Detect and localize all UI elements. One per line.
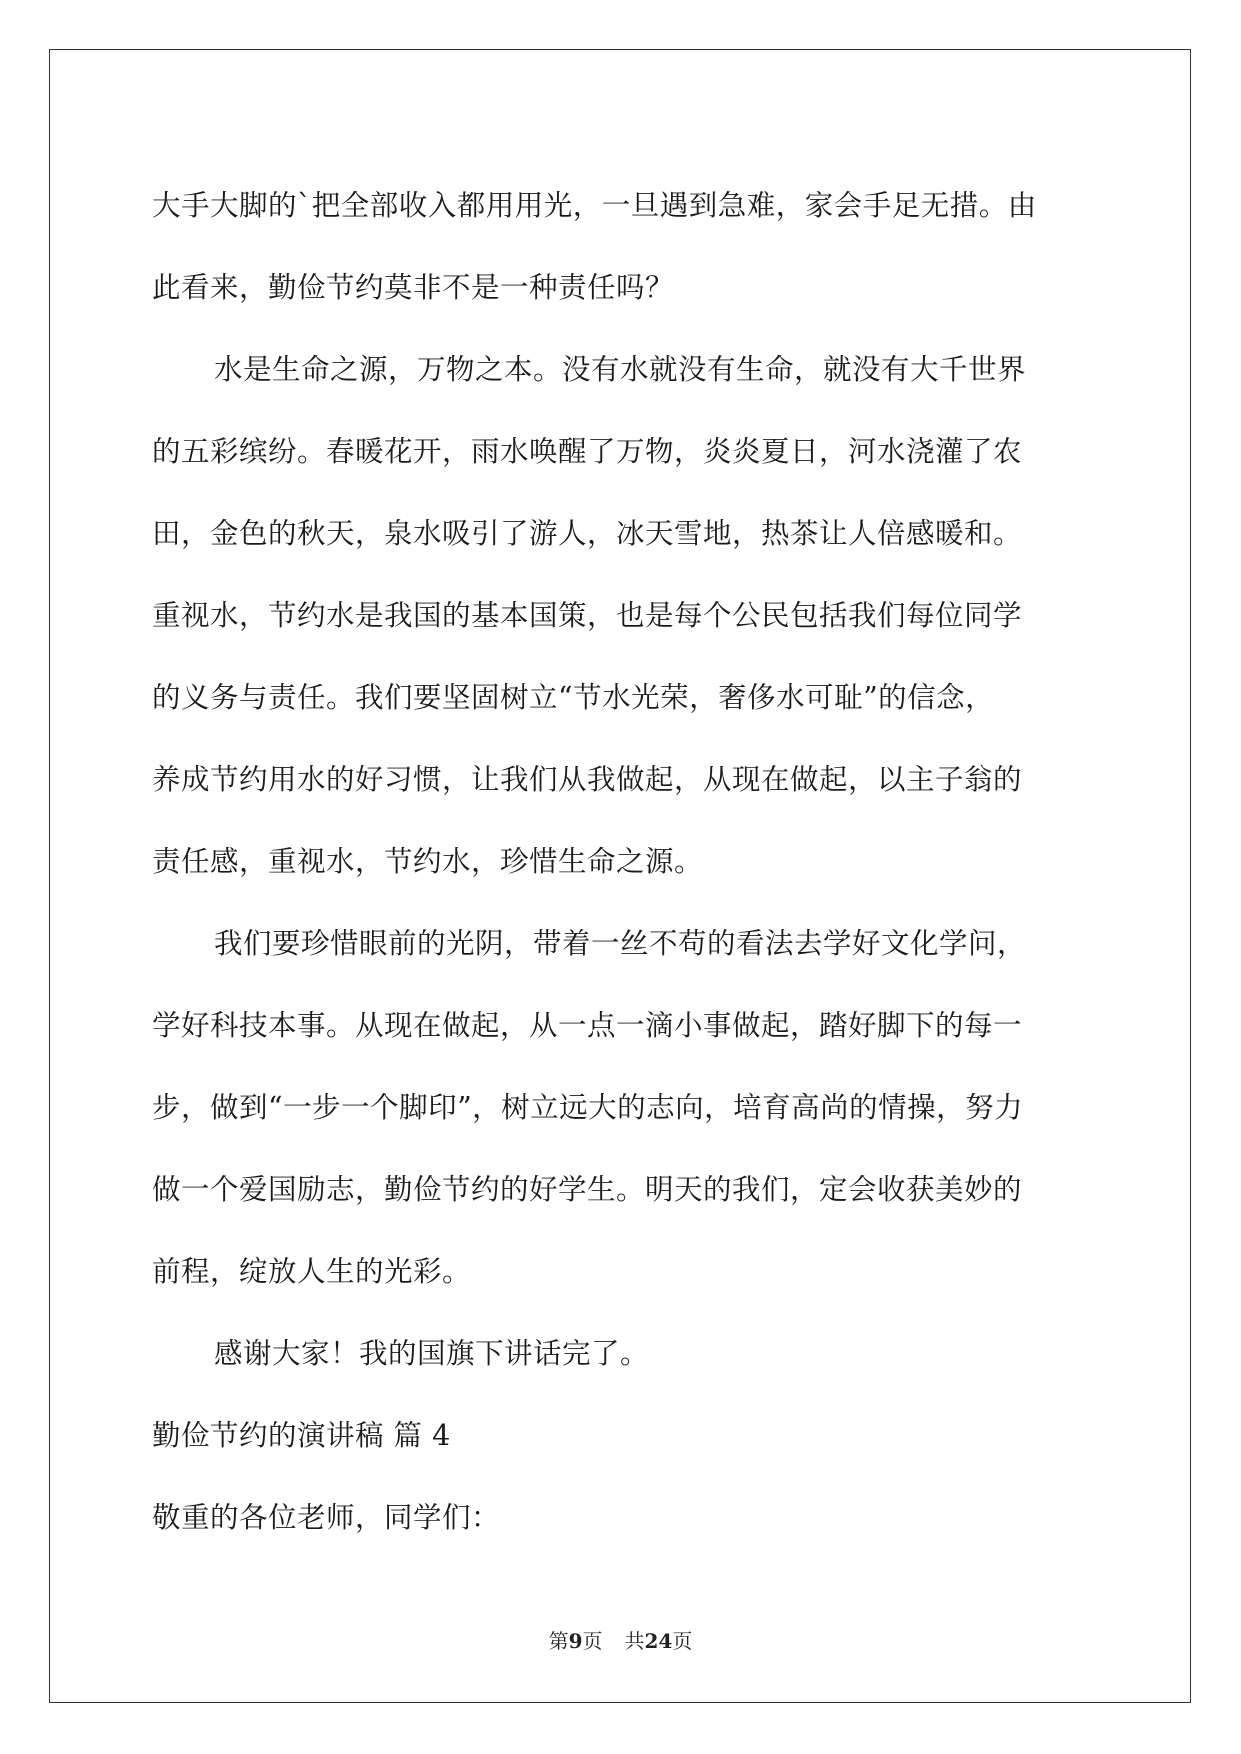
text-line: 的义务与责任。我们要坚固树立“节水光荣，奢侈水可耻”的信念， [152,681,995,714]
text-line: 我们要珍惜眼前的光阴，带着一丝不苟的看法去学好文化学问， [214,927,1027,960]
salutation: 敬重的各位老师，同学们： [152,1501,501,1534]
paragraph-2 [152,329,1092,903]
text-line: 大手大脚的`把全部收入都用用光，一旦遇到急难，家会手足无措。由 [152,189,1037,222]
document-body [152,165,1092,1559]
text-line: 责任感，重视水，节约水，珍惜生命之源。 [152,845,704,878]
text-line: 重视水，节约水是我国的基本国策，也是每个公民包括我们每位同学 [152,599,1023,632]
text-line: 养成节约用水的好习惯，让我们从我做起，从现在做起，以主子翁的 [152,763,1023,796]
text-line: 做一个爱国励志，勤俭节约的好学生。明天的我们，定会收获美妙的 [152,1173,1023,1206]
page-footer [0,1625,1241,1654]
text-line: 步，做到“一步一个脚印”，树立远大的志向，培育高尚的情操，努力 [152,1091,1024,1124]
total-prefix: 共 [624,1629,645,1653]
text-line: 学好科技本事。从现在做起，从一点一滴小事做起，踏好脚下的每一 [152,1009,1023,1042]
page-total: 24 [644,1629,673,1653]
paragraph-4 [152,1313,1092,1395]
section-title: 勤俭节约的演讲稿 篇 4 [152,1419,451,1452]
text-line: 此看来，勤俭节约莫非不是一种责任吗？ [152,271,675,304]
paragraph-3 [152,903,1092,1313]
text-line: 田，金色的秋天，泉水吸引了游人，冰天雪地，热茶让人倍感暖和。 [152,517,1023,550]
paragraph-1 [152,165,1092,329]
page-current: 9 [568,1629,583,1653]
text-line: 水是生命之源，万物之本。没有水就没有生命，就没有大千世界 [214,353,1027,386]
page-suffix: 页 [582,1629,603,1653]
text-line: 感谢大家！我的国旗下讲话完了。 [214,1337,650,1370]
text-line: 的五彩缤纷。春暖花开，雨水唤醒了万物，炎炎夏日，河水浇灌了农 [152,435,1023,468]
text-line: 前程，绽放人生的光彩。 [152,1255,472,1288]
page-prefix: 第 [548,1629,569,1653]
total-suffix: 页 [672,1629,693,1653]
